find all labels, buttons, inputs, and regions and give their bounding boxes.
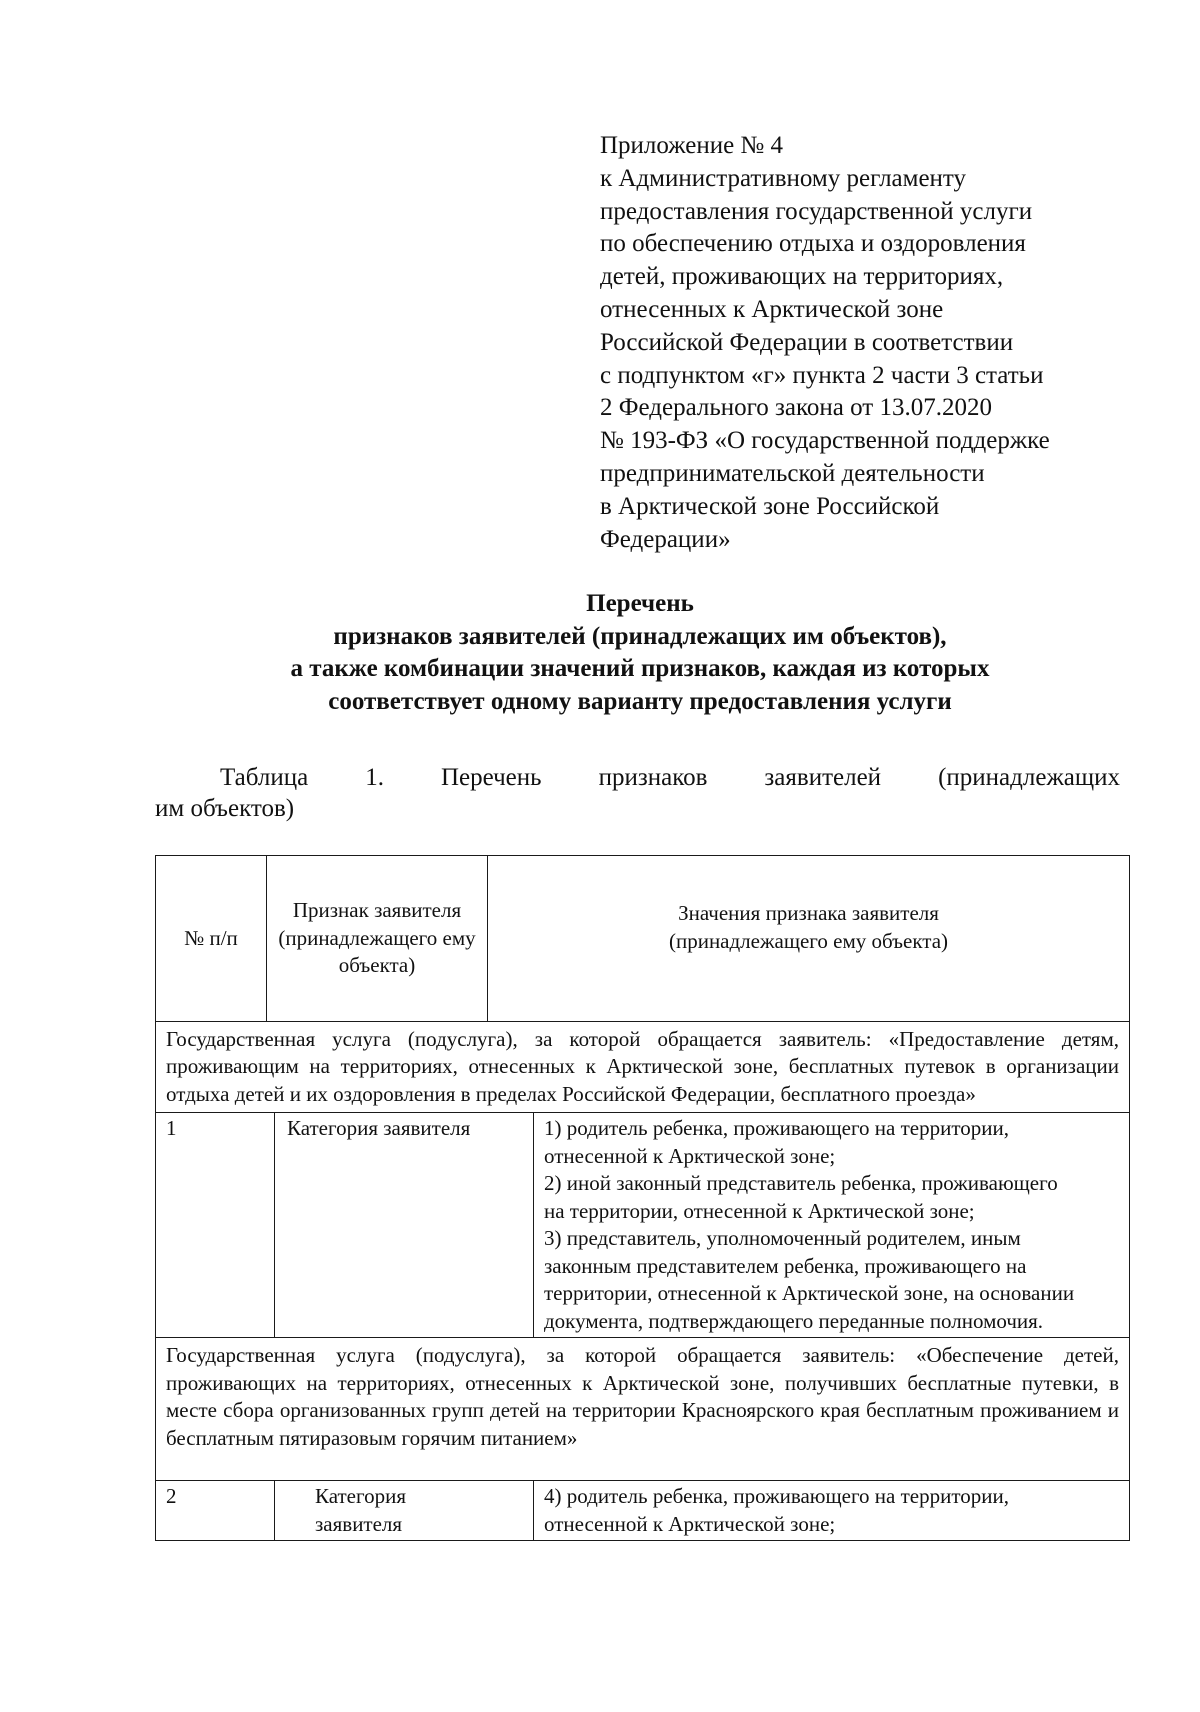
appendix-block xyxy=(600,130,1140,556)
caption-line-2: им объектов) xyxy=(155,795,295,822)
caption-word: Перечень xyxy=(440,764,542,791)
title-line: а также комбинации значений признаков, каждая из которых xyxy=(290,655,990,682)
appendix-line: предпринимательской деятельности xyxy=(600,459,985,487)
appendix-line: по обеспечению отдыха и оздоровления xyxy=(600,230,1026,258)
appendix-line: № 193-ФЗ «О государственной поддержке xyxy=(600,427,1050,455)
appendix-line: Российской Федерации в соответствии xyxy=(600,328,1014,356)
caption-word: (принадлежащих xyxy=(938,764,1120,791)
caption-word: Таблица xyxy=(220,764,309,791)
appendix-line: к Административному регламенту xyxy=(600,164,967,192)
value-line: 3) представитель, уполномоченный родителем, иным xyxy=(544,1226,1021,1250)
table-row-2 xyxy=(156,1481,1130,1541)
header-row xyxy=(156,856,1130,1022)
title-line: признаков заявителей (принадлежащих им объектов), xyxy=(333,622,947,650)
appendix-line: детей, проживающих на территориях, xyxy=(600,263,1004,291)
value-line: 4) родитель ребенка, проживающего на территории, xyxy=(544,1484,1009,1508)
appendix-line: 2 Федерального закона от 13.07.2020 xyxy=(600,394,992,422)
appendix-line: Федерации» xyxy=(600,525,731,553)
row-values xyxy=(534,1113,1130,1338)
header-cell-number: № п/п xyxy=(156,856,267,1022)
value-line: 1) родитель ребенка, проживающего на территории, xyxy=(544,1116,1009,1140)
service-cell-2: Государственная услуга (подуслуга), за которой обращается заявитель: «Обеспечение детей, проживающих на территориях, отнесенных к Арктической зоне, получивших бесплатные путевки, в месте сбора организованных групп детей на территории Красноярского края бесплатным проживанием и бесплатным пятиразовым горячим питанием» xyxy=(156,1338,1130,1481)
service-cell-1: Государственная услуга (подуслуга), за которой обращается заявитель: «Предоставление детям, проживающим на территориях, отнесенных к Арктической зоне, бесплатных путевок в организации отдыха детей и их оздоровления в пределах Российской Федерации, бесплатного проезда» xyxy=(156,1021,1130,1113)
value-line: отнесенной к Арктической зоне; xyxy=(544,1143,836,1168)
value-line: на территории, отнесенной к Арктической зоне; xyxy=(544,1198,975,1223)
attribute-line: Категория xyxy=(315,1484,406,1508)
service-row-1 xyxy=(156,1021,1130,1113)
row-number: 1 xyxy=(156,1113,275,1338)
document-title xyxy=(155,588,1125,718)
row-attribute xyxy=(275,1481,534,1541)
appendix-line: в Арктической зоне Российской xyxy=(600,492,940,520)
appendix-line: предоставления государственной услуги xyxy=(600,197,1033,225)
value-line: законным представителем ребенка, проживающего на xyxy=(544,1253,1027,1278)
table-body xyxy=(155,1021,1130,1542)
caption-word: 1. xyxy=(365,764,384,791)
appendix-line: отнесенных к Арктической зоне xyxy=(600,295,944,323)
appendix-line: с подпунктом «г» пункта 2 части 3 статьи xyxy=(600,361,1044,389)
service-row-2 xyxy=(156,1338,1130,1481)
row-number: 2 xyxy=(156,1481,275,1541)
header-cell-attribute: Признак заявителя (принадлежащего ему объекта) xyxy=(267,856,488,1022)
attributes-table xyxy=(155,855,1130,1541)
value-line: документа, подтверждающего переданные полномочия. xyxy=(544,1308,1044,1333)
row-attribute: Категория заявителя xyxy=(275,1113,534,1338)
caption-word: заявителей xyxy=(764,764,882,791)
title-line: соответствует одному варианту предоставления услуги xyxy=(328,687,952,715)
row-values xyxy=(534,1481,1130,1541)
title-line: Перечень xyxy=(586,590,694,617)
caption-line-1 xyxy=(155,762,1120,793)
value-line: территории, отнесенной к Арктической зоне, на основании xyxy=(544,1281,1075,1305)
value-line: отнесенной к Арктической зоне; xyxy=(544,1511,836,1536)
table-caption xyxy=(155,762,1120,824)
appendix-line: Приложение № 4 xyxy=(600,132,784,159)
attribute-line: заявителя xyxy=(315,1511,403,1536)
value-line: 2) иной законный представитель ребенка, проживающего xyxy=(544,1171,1058,1195)
header-cell-values: Значения признака заявителя (принадлежащего ему объекта) xyxy=(488,856,1130,1022)
table-row-1 xyxy=(156,1113,1130,1338)
table-header xyxy=(155,855,1130,1022)
caption-word: признаков xyxy=(598,764,708,791)
